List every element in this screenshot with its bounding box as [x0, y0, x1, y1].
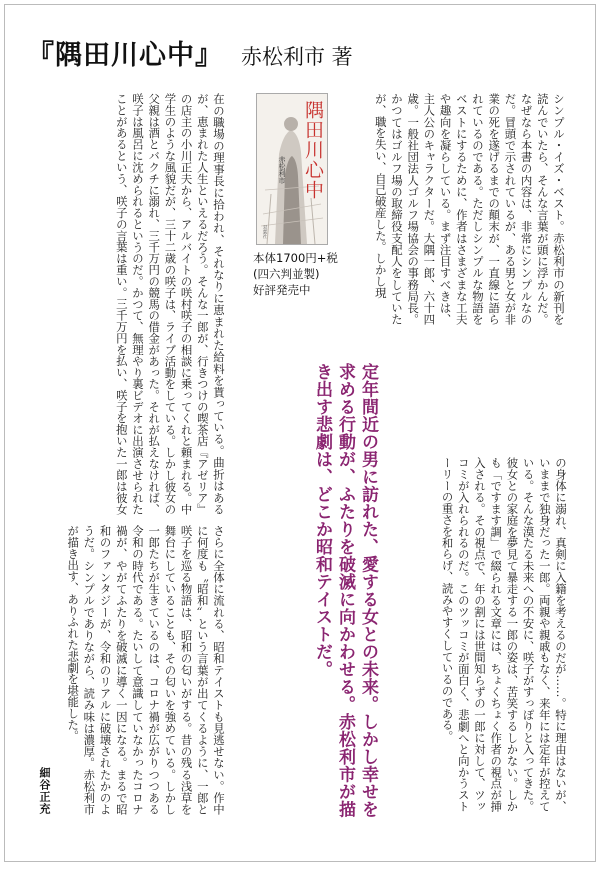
cover-author: 赤松利市	[278, 156, 286, 184]
heading	[27, 33, 353, 72]
author-name: 赤松利市 著	[241, 45, 353, 69]
body-text-bottom-left: さらに全体に流れる、昭和テイストも見逃せない。作中に何度も〝昭和〟という言葉が出てくるように、一郎と咲子を巡る物語は、昭和の匂いがする。昔の残る浅草を舞台にしていることも、その匂いを強めている。しかし一郎たちが生きているのは、コロナ禍が広がりつつある令和の時代である。たいして意識していなかったコロナ禍が、やがてふたりを破滅に導く一因になる。まるで昭和のファンタジーが、令和のリアルに破壊されたかのようだ。シンプルでありながら、読み味は濃厚。赤松利市が描き出す、ありふれた悲劇を堪能した。	[66, 525, 226, 815]
body-text-top-left: 在の職場の理事長に拾われ、それなりに恵まれた給料を貰っている。曲折はあるが、恵まれた人生といえるだろう。そんな一郎が、行きつけの喫茶店『アゼリア』の店主の小川正夫から、アルバイトの咲村咲子の相談に乗ってくれと頼まれる。中学生のような風貌だが、三十二歳の咲子は、ライブ活動をしている。しかし彼女の父親は酒とバクチに溺れ、三千万円の競馬の借金があった。それが払えなければ、咲子は風呂に沈められるというのだ。かつて、無理やり裏ビデオに出演させられたことがあるという、咲子の言葉は重い。三千万円を払い、咲子を抱いた一郎は彼女	[114, 93, 226, 515]
body-text-top-right: シンプル・イズ・ベスト。赤松利市の新刊を読んでいたら、そんな言葉が頭に浮かんだ。なぜなら本書の内容は、非常にシンプルなのだ。冒頭で示されているが、ある男と女が非業の死を遂げるまでの顛末が、一直線に語られているのである。ただしシンプルな物語をベストにするために、作者はさまざまな工夫や趣向を凝らしている。まず注目すべきは、主人公のキャラクターだ。大隅一郎、六十四歳。一般社団法人ゴルフ場協会の事務局長。かつてはゴルフ場の取締役支配人をしていたが、職を失い、自己破産した。しかし現	[373, 93, 566, 325]
cover-publisher: 双葉社	[262, 224, 267, 238]
book-format: (四六判並製)	[253, 267, 320, 281]
cover-title: 隅田川心中	[302, 100, 324, 200]
review-page	[4, 4, 596, 862]
book-price: 本体1700円+税	[253, 251, 338, 265]
body-text-bottom-right: の身体に溺れ、真剣に入籍を考えるのだが……。特に理由はないが、いままで独身だった一郎。両親や親戚もなく、来年には定年が控えている。そんな漠たる未来への不安に、咲子がすっぽりと入ってきた。彼女との家庭を夢見て暴走する一郎の姿は、苦笑するしかない。しかも「ですます調」で綴られる文章には、ちょくちょく作者の視点が挿入される。その視点で、年の割には世間知らずの一郎に対して、ツッコミが入れられるのだ。このツッコミが面白く、悲劇へと向かうストーリーの重さを和らげ、読みやすくしているのである。	[440, 457, 568, 812]
reviewer-credit: 細谷正充	[38, 767, 51, 815]
book-title: 『隅田川心中』	[27, 40, 223, 71]
catchcopy: 定年間近の男に訪れた、愛する女との未来。しかし幸せを求める行動が、ふたりを破滅に向かわせる。赤松利市が描き出す悲劇は、どこか昭和テイストだ。	[312, 363, 378, 818]
sales-status: 好評発売中	[253, 283, 311, 297]
book-cover	[256, 93, 328, 245]
